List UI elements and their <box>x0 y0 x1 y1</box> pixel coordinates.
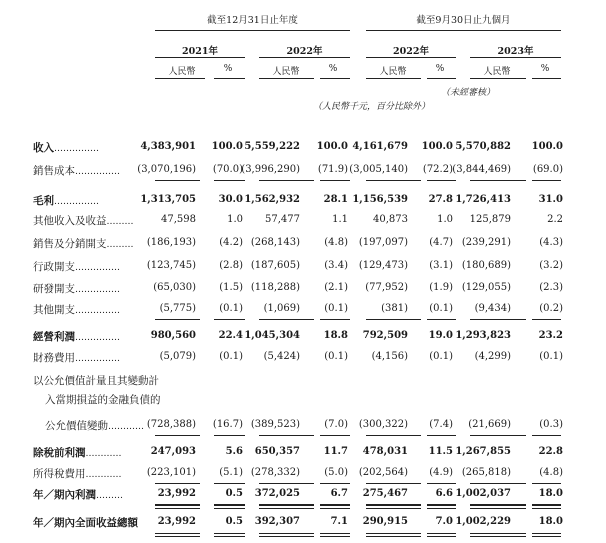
row-label: 銷售成本…………… <box>33 165 120 177</box>
rule-sub-2 <box>214 78 245 79</box>
row-value: 6.7 <box>330 488 348 499</box>
row-value: 7.0 <box>435 516 453 527</box>
row-value: (69.0) <box>532 164 563 175</box>
row-value: (0.2) <box>539 303 563 314</box>
row-leader-dots: ……… <box>96 491 123 501</box>
row-value: (2.3) <box>539 282 563 293</box>
subtotal-rule <box>470 435 526 436</box>
subtotal-rule <box>470 483 526 484</box>
row-value: (0.1) <box>429 303 453 314</box>
row-value: (1.5) <box>219 282 243 293</box>
row-value: 1,156,539 <box>352 194 408 205</box>
total-double-rule <box>320 533 350 537</box>
subtotal-rule <box>320 319 350 320</box>
row-value: (268,143) <box>250 237 300 248</box>
header-year-2021: 2021年 <box>182 46 218 57</box>
row-value: 47,598 <box>161 214 196 225</box>
subtotal-rule <box>427 483 456 484</box>
sub-rmb-3: 人民幣 <box>379 67 407 77</box>
row-value: (70.0) <box>212 164 243 175</box>
rule-sub-4 <box>320 78 350 79</box>
row-value: 125,879 <box>469 214 511 225</box>
subtotal-rule <box>427 180 456 181</box>
row-leader-dots: …………… <box>75 354 120 364</box>
rule-year-group <box>155 30 350 31</box>
row-value: (5,079) <box>159 351 196 362</box>
row-value: (4.3) <box>539 237 563 248</box>
row-value: (1,069) <box>263 303 300 314</box>
row-leader-dots: ……… <box>106 217 134 227</box>
row-value: (0.1) <box>539 351 563 362</box>
subtotal-rule <box>470 180 526 181</box>
row-value: (0.1) <box>324 351 348 362</box>
row-value: (0.1) <box>429 351 453 362</box>
row-value: (202,564) <box>358 467 408 478</box>
total-double-rule <box>532 533 561 537</box>
row-value: (4,299) <box>474 351 511 362</box>
row-leader-dots: ……… <box>106 240 134 250</box>
row-value: (3,005,140) <box>349 164 408 175</box>
total-double-rule <box>155 533 200 537</box>
row-value: (381) <box>381 303 408 314</box>
subtotal-rule <box>366 435 421 436</box>
subtotal-rule <box>532 483 561 484</box>
row-value: 18.0 <box>538 516 563 527</box>
row-value: (21,669) <box>468 419 511 430</box>
header-period-2023: 2023年 <box>497 46 534 57</box>
row-value: (118,288) <box>250 282 300 293</box>
subtotal-rule <box>532 180 561 181</box>
subtotal-rule <box>320 483 350 484</box>
row-label: 所得稅費用………… <box>33 468 122 480</box>
sub-pct-1: % <box>223 64 233 74</box>
row-value: (4.9) <box>429 467 453 478</box>
total-double-rule <box>214 533 245 537</box>
total-double-rule <box>470 533 526 537</box>
header-year-2022: 2022年 <box>286 46 323 57</box>
row-value: (0.1) <box>324 303 348 314</box>
row-label: 收入…………… <box>33 142 99 154</box>
row-label: 研發開支…………… <box>33 283 120 295</box>
total-double-rule <box>366 533 421 537</box>
row-value: 28.1 <box>323 194 348 205</box>
total-double-rule <box>214 505 245 509</box>
row-value: (278,332) <box>250 467 300 478</box>
row-value: (4,156) <box>371 351 408 362</box>
header-period-2022: 2022年 <box>393 46 429 57</box>
rule-2022 <box>259 57 350 58</box>
row-value: 31.0 <box>538 194 563 205</box>
row-value: 57,477 <box>265 214 300 225</box>
row-value: (9,434) <box>474 303 511 314</box>
row-value: 247,093 <box>150 446 196 457</box>
row-value: (300,322) <box>358 419 408 430</box>
row-value: 23.2 <box>538 330 563 341</box>
header-year-group: 截至12月31日止年度 <box>207 15 298 26</box>
row-value: (72.2) <box>422 164 453 175</box>
row-leader-dots: ………… <box>85 470 122 480</box>
row-value: 1,293,823 <box>455 330 511 341</box>
row-value: 290,915 <box>362 516 408 527</box>
row-value: (16.7) <box>212 419 243 430</box>
row-value: 1,562,932 <box>244 194 300 205</box>
row-value: (728,388) <box>146 419 196 430</box>
subtotal-rule <box>366 180 421 181</box>
total-double-rule <box>532 505 561 509</box>
row-value: 27.8 <box>428 194 453 205</box>
row-leader-dots: …………… <box>75 167 120 177</box>
rule-2021 <box>155 57 245 58</box>
row-label: 財務費用…………… <box>33 352 120 364</box>
row-value: (180,689) <box>461 260 511 271</box>
total-double-rule <box>427 505 456 509</box>
row-value: 7.1 <box>330 516 348 527</box>
row-value: 100.0 <box>421 141 453 152</box>
subtotal-rule <box>427 319 456 320</box>
subtotal-rule <box>155 483 200 484</box>
total-double-rule <box>470 505 526 509</box>
row-value: (186,193) <box>146 237 196 248</box>
row-value: 23,992 <box>157 516 196 527</box>
header-nine-month-group: 截至9月30日止九個月 <box>416 15 511 26</box>
row-value: 22.8 <box>538 446 563 457</box>
fv-label-line-2: 入當期損益的金融負債的 <box>45 394 161 406</box>
sub-rmb-2: 人民幣 <box>272 67 300 77</box>
row-label: 公允價值變動………… <box>45 420 144 432</box>
rule-2022-nine <box>366 57 456 58</box>
subtotal-rule <box>155 435 200 436</box>
row-value: (5,424) <box>263 351 300 362</box>
row-value: (223,101) <box>146 467 196 478</box>
row-value: 5,559,222 <box>244 141 300 152</box>
rule-sub-5 <box>366 78 421 79</box>
subtotal-rule <box>259 180 314 181</box>
row-value: 4,161,679 <box>352 141 408 152</box>
row-leader-dots: …………… <box>75 306 120 316</box>
subtotal-rule <box>532 435 561 436</box>
subtotal-rule <box>366 319 421 320</box>
row-leader-dots: …………… <box>75 333 120 343</box>
row-value: (3,996,290) <box>241 164 300 175</box>
row-value: (4.8) <box>539 467 563 478</box>
subtotal-rule <box>214 319 245 320</box>
row-value: (0.1) <box>219 351 243 362</box>
row-value: 0.5 <box>225 488 243 499</box>
total-double-rule <box>259 533 314 537</box>
row-value: (239,291) <box>461 237 511 248</box>
subtotal-rule <box>320 180 350 181</box>
row-value: 30.0 <box>218 194 243 205</box>
rule-sub-1 <box>155 78 205 79</box>
row-value: 19.0 <box>428 330 453 341</box>
row-label: 其他開支…………… <box>33 304 120 316</box>
row-leader-dots: ………… <box>108 422 144 432</box>
row-value: (71.9) <box>317 164 348 175</box>
row-value: (7.0) <box>324 419 348 430</box>
row-value: 1.1 <box>332 214 348 225</box>
subtotal-rule <box>366 483 421 484</box>
row-value: (187,605) <box>250 260 300 271</box>
row-value: 11.5 <box>428 446 453 457</box>
row-value: 650,357 <box>254 446 300 457</box>
row-value: 1,045,304 <box>244 330 300 341</box>
row-value: (5,775) <box>159 303 196 314</box>
row-value: 1.0 <box>227 214 243 225</box>
row-value: 11.7 <box>323 446 348 457</box>
row-value: (77,952) <box>365 282 408 293</box>
row-value: 980,560 <box>150 330 196 341</box>
rule-sub-8 <box>532 78 561 79</box>
sub-rmb-4: 人民幣 <box>483 67 511 77</box>
row-value: (123,745) <box>146 260 196 271</box>
rule-sub-6 <box>427 78 456 79</box>
subtotal-rule <box>320 435 350 436</box>
row-leader-dots: …………… <box>54 144 99 154</box>
row-value: 1,726,413 <box>455 194 511 205</box>
row-value: (265,818) <box>461 467 511 478</box>
row-label: 年／期內利潤……… <box>33 489 123 501</box>
total-double-rule <box>155 505 200 509</box>
row-value: 5.6 <box>225 446 243 457</box>
row-value: 18.8 <box>323 330 348 341</box>
total-double-rule <box>259 505 314 509</box>
row-value: (4.8) <box>324 237 348 248</box>
sub-pct-2: % <box>328 64 338 74</box>
row-leader-dots: …………… <box>75 285 120 295</box>
row-value: 1,267,855 <box>455 446 511 457</box>
subtotal-rule <box>259 483 314 484</box>
rule-sub-3 <box>259 78 314 79</box>
row-value: 2.2 <box>547 214 563 225</box>
total-double-rule <box>427 533 456 537</box>
row-label: 經營利潤…………… <box>33 331 120 343</box>
row-leader-dots: ………… <box>85 449 122 459</box>
sub-pct-3: % <box>435 64 445 74</box>
row-label: 除稅前利潤………… <box>33 447 122 459</box>
row-value: 792,509 <box>362 330 408 341</box>
row-value: (0.1) <box>219 303 243 314</box>
row-value: (4.2) <box>219 237 243 248</box>
subtotal-rule <box>470 319 526 320</box>
total-double-rule <box>320 505 350 509</box>
fv-label-line-1: 以公允價值計量且其變動計 <box>33 375 159 387</box>
row-value: (4.7) <box>429 237 453 248</box>
total-double-rule <box>366 505 421 509</box>
row-label: 毛利…………… <box>33 195 99 207</box>
subtotal-rule <box>427 435 456 436</box>
row-value: 372,025 <box>254 488 300 499</box>
rule-sub-7 <box>470 78 526 79</box>
row-label: 銷售及分銷開支……… <box>33 238 134 250</box>
row-value: (3,070,196) <box>137 164 196 175</box>
subtotal-rule <box>214 435 245 436</box>
row-value: 392,307 <box>254 516 300 527</box>
unit-note: （人民幣千元，百分比除外） <box>313 102 431 112</box>
row-value: 1,002,037 <box>455 488 511 499</box>
row-value: 100.0 <box>211 141 243 152</box>
row-label: 其他收入及收益……… <box>33 215 134 227</box>
sub-rmb-1: 人民幣 <box>168 67 196 77</box>
row-value: (129,473) <box>358 260 408 271</box>
row-label: 行政開支…………… <box>33 261 120 273</box>
unaudited-note: （未經審核） <box>441 88 496 98</box>
row-value: 478,031 <box>362 446 408 457</box>
subtotal-rule <box>214 180 245 181</box>
row-value: 100.0 <box>316 141 348 152</box>
rule-nine-group <box>366 30 561 31</box>
row-value: (3.1) <box>429 260 453 271</box>
row-value: 1,313,705 <box>140 194 196 205</box>
row-value: (5.0) <box>324 467 348 478</box>
row-value: 1.0 <box>437 214 453 225</box>
row-value: 6.6 <box>435 488 453 499</box>
row-value: (5.1) <box>219 467 243 478</box>
row-value: 275,467 <box>362 488 408 499</box>
row-value: (3.4) <box>324 260 348 271</box>
row-value: (389,523) <box>250 419 300 430</box>
row-value: 18.0 <box>538 488 563 499</box>
row-value: 0.5 <box>225 516 243 527</box>
subtotal-rule <box>259 319 314 320</box>
subtotal-rule <box>155 319 200 320</box>
row-leader-dots: …………… <box>54 197 99 207</box>
row-value: (3.2) <box>539 260 563 271</box>
row-value: (7.4) <box>429 419 453 430</box>
sub-pct-4: % <box>540 64 550 74</box>
row-value: 100.0 <box>531 141 563 152</box>
row-label: 年／期內全面收益總額 <box>33 517 138 529</box>
row-leader-dots: …………… <box>75 263 120 273</box>
row-value: 4,383,901 <box>140 141 196 152</box>
row-value: (129,055) <box>461 282 511 293</box>
row-value: 22.4 <box>218 330 243 341</box>
row-value: (65,030) <box>153 282 196 293</box>
row-value: 1,002,229 <box>455 516 511 527</box>
row-value: (197,097) <box>358 237 408 248</box>
row-value: (0.3) <box>539 419 563 430</box>
row-value: 40,873 <box>373 214 408 225</box>
row-value: (2.8) <box>219 260 243 271</box>
row-value: (1.9) <box>429 282 453 293</box>
row-value: (2.1) <box>324 282 348 293</box>
subtotal-rule <box>259 435 314 436</box>
rule-2023-nine <box>470 57 561 58</box>
subtotal-rule <box>155 180 200 181</box>
subtotal-rule <box>532 319 561 320</box>
row-value: 23,992 <box>157 488 196 499</box>
subtotal-rule <box>214 483 245 484</box>
row-value: 5,570,882 <box>455 141 511 152</box>
row-value: (3,844,469) <box>452 164 511 175</box>
